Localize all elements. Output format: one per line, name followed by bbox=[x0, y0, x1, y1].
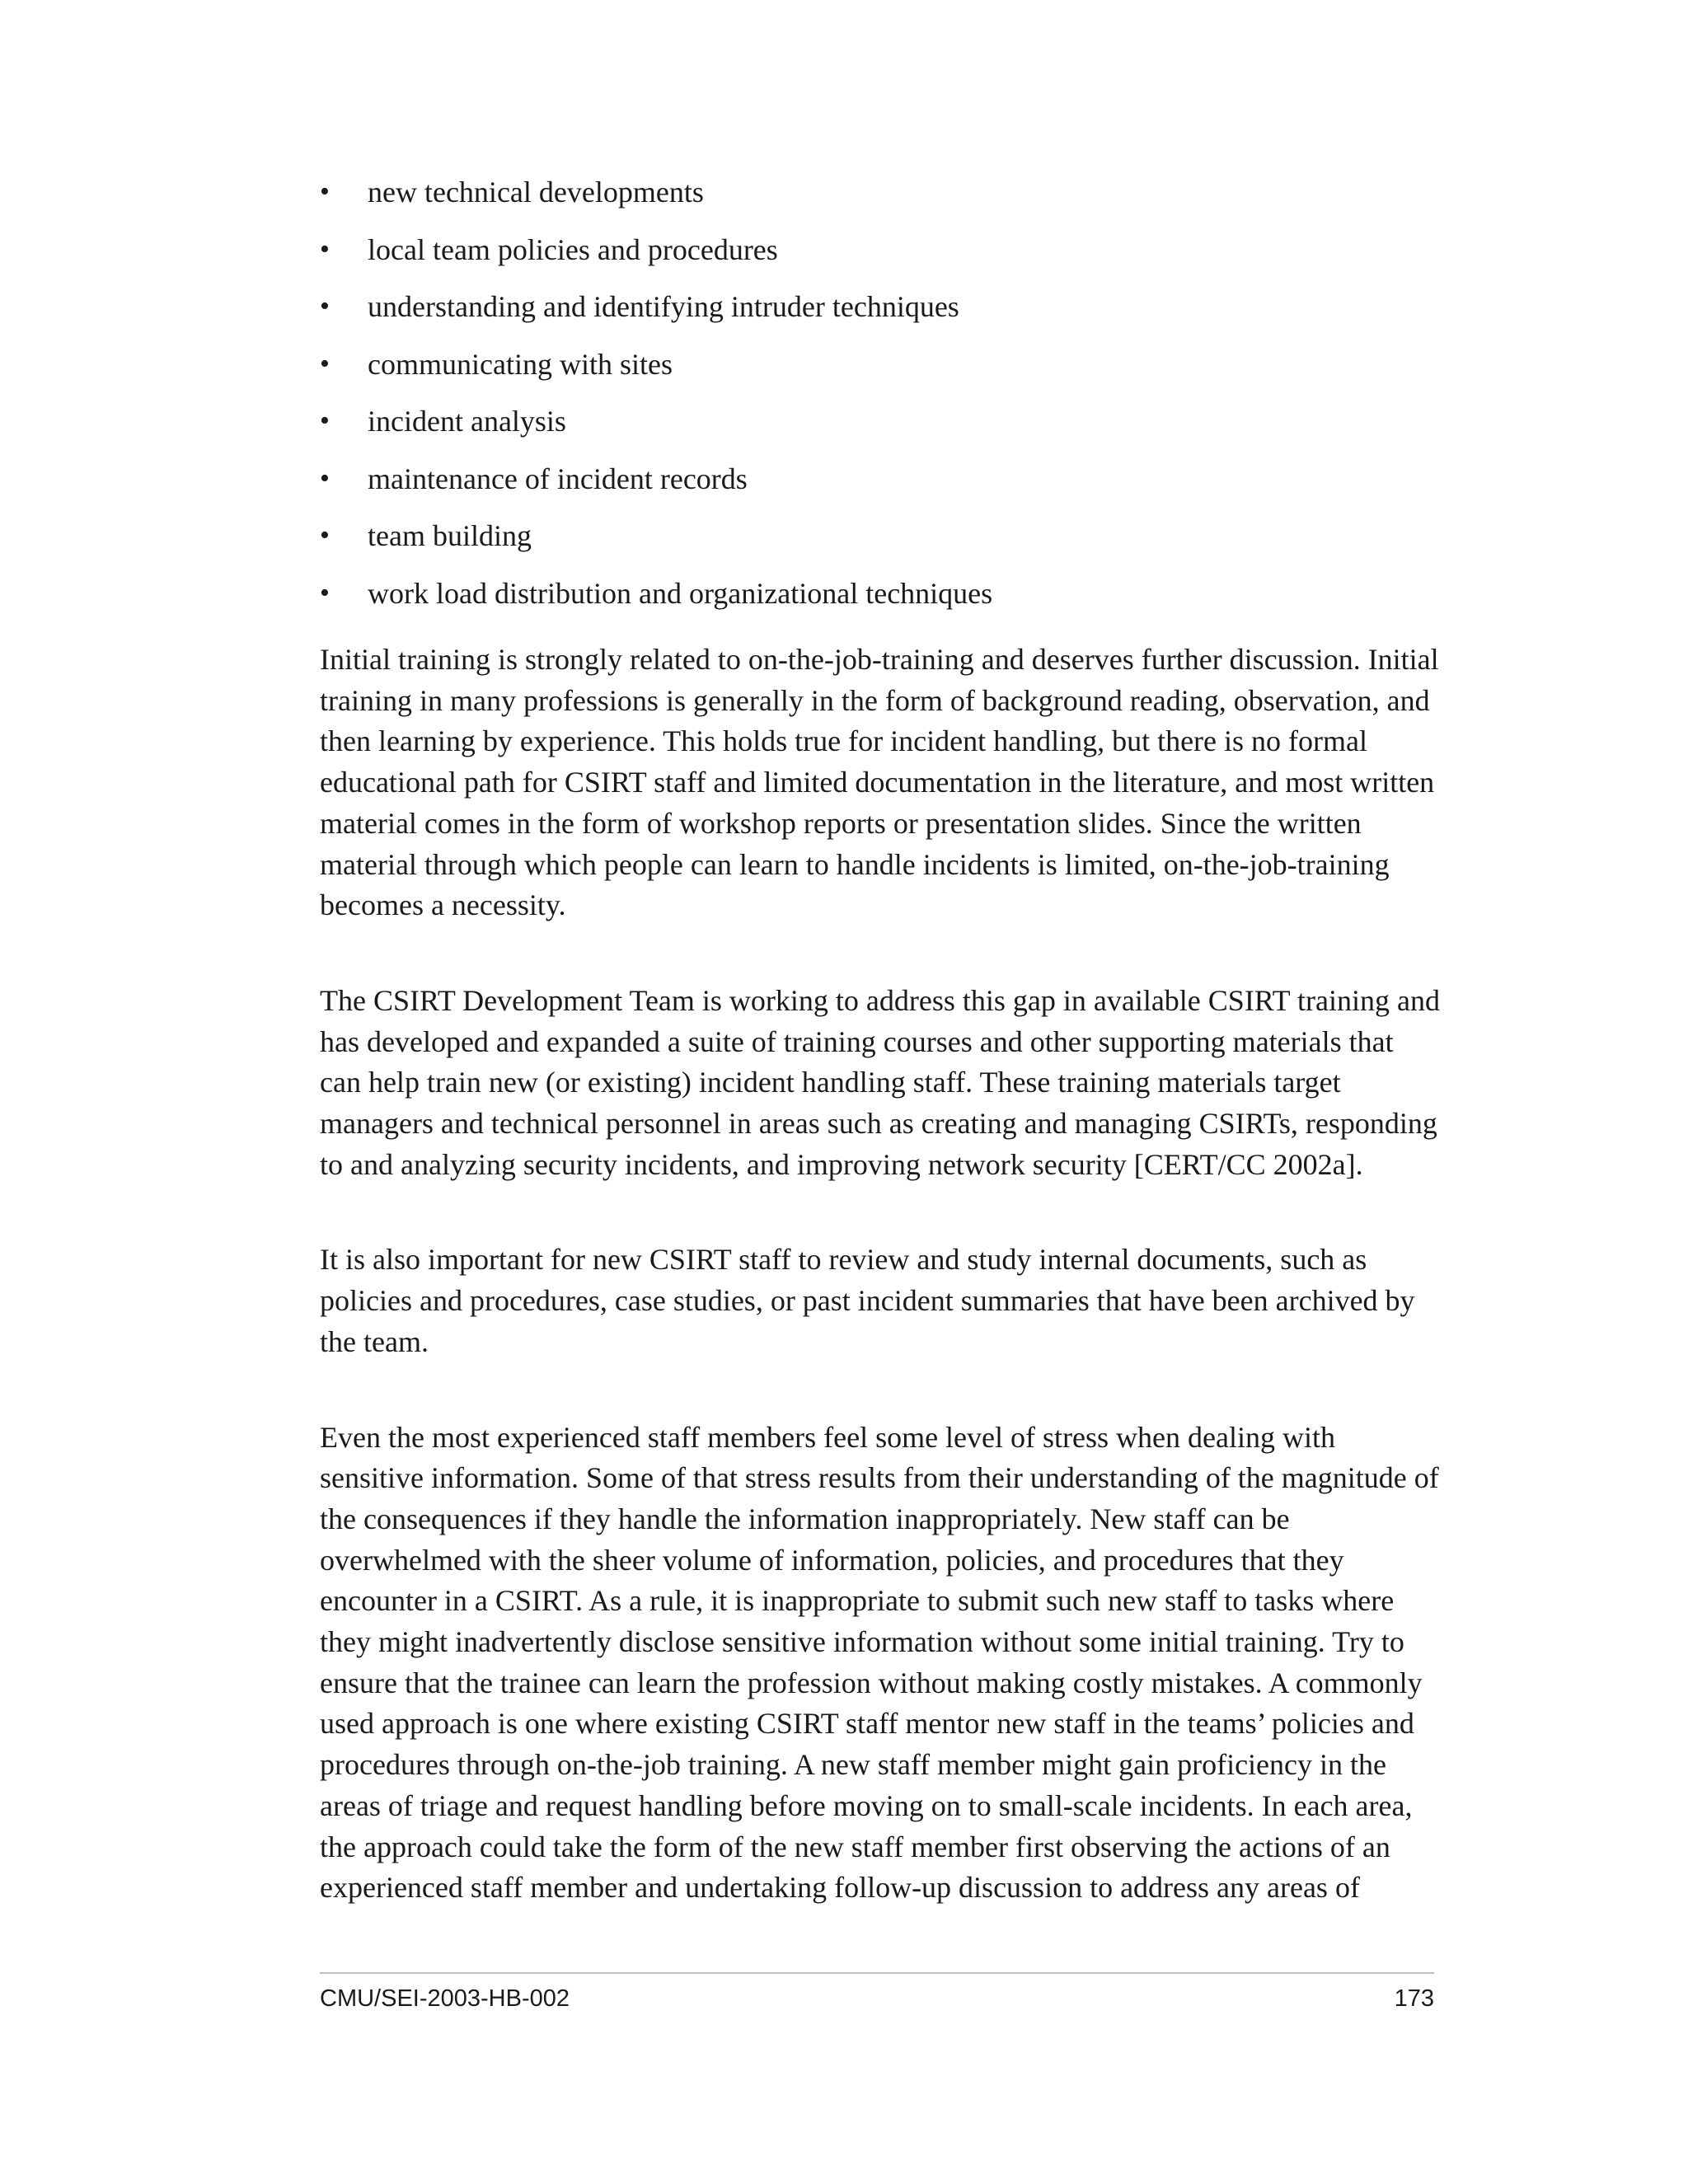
list-item bbox=[320, 345, 1441, 403]
bullet-icon: • bbox=[320, 291, 330, 321]
list-item bbox=[320, 288, 1441, 345]
bullet-icon: • bbox=[320, 233, 330, 265]
paragraph-initial-training: Initial training is strongly related to on-the-job-training and deserves further discussion. Initial training in many professions is generally in the form of background reading, observation, and then learning by experience. This holds true for incident handling, but there is no formal educational path for CSIRT staff and limited documentation in the literature, and most written material comes in the form of workshop reports or presentation slides. Since the written material through which people can learn to handle incidents is limited, on-the-job-training becomes a necessity. bbox=[320, 643, 1439, 922]
list-item bbox=[320, 231, 1441, 288]
page-footer bbox=[320, 1972, 1434, 2013]
list-item-text: communicating with sites bbox=[368, 347, 673, 381]
paragraph-development-team: The CSIRT Development Team is working to address this gap in available CSIRT training and has developed and expanded a suite of training courses and other supporting materials that can help train new (or existing) incident handling staff. These training materials target managers and technical personnel in areas such as creating and managing CSIRTs, responding to and analyzing security incidents, and improving network security [CERT/CC 2002a]. bbox=[320, 983, 1440, 1181]
page-number: 173 bbox=[1394, 1985, 1434, 2012]
list-item-text: work load distribution and organizational techniques bbox=[368, 576, 993, 610]
bullet-icon: • bbox=[320, 405, 330, 436]
list-item bbox=[320, 173, 1441, 231]
list-item-text: team building bbox=[368, 519, 532, 552]
topic-bullet-list bbox=[320, 173, 1441, 631]
bullet-icon: • bbox=[320, 348, 330, 379]
list-item-text: understanding and identifying intruder techniques bbox=[368, 290, 959, 323]
list-item bbox=[320, 460, 1441, 518]
bullet-icon: • bbox=[320, 176, 330, 207]
paragraph-internal-documents: It is also important for new CSIRT staff to review and study internal documents, such as policies and procedures, case studies, or past incident summaries that have been archived by the team. bbox=[320, 1243, 1415, 1358]
list-item-text: local team policies and procedures bbox=[368, 232, 778, 266]
list-item-text: incident analysis bbox=[368, 405, 566, 438]
paragraph-staff-stress: Even the most experienced staff members feel some level of stress when dealing with sensitive information. Some of that stress results from their understanding of the magnitude of the consequences if they handle the information inappropriately. New staff can be overwhelmed with the sheer volume of information, policies, and procedures that they encounter in a CSIRT. As a rule, it is inappropriate to submit such new staff to tasks where they might inadvertently disclose sensitive information without some initial training. Try to ensure that the trainee can learn the profession without making costly mistakes. A commonly used approach is one where existing CSIRT staff mentor new staff in the teams’ policies and procedures through on-the-job training. A new staff member might gain proficiency in the areas of triage and request handling before moving on to small-scale incidents. In each area, the approach could take the form of the new staff member first observing the actions of an experienced staff member and undertaking follow-up discussion to address any areas of bbox=[320, 1420, 1439, 1905]
list-item bbox=[320, 574, 1441, 632]
bullet-icon: • bbox=[320, 520, 330, 551]
document-id: CMU/SEI-2003-HB-002 bbox=[320, 1985, 570, 2012]
list-item-text: new technical developments bbox=[368, 176, 704, 209]
list-item bbox=[320, 517, 1441, 574]
list-item bbox=[320, 402, 1441, 460]
bullet-icon: • bbox=[320, 577, 330, 608]
bullet-icon: • bbox=[320, 462, 330, 494]
page-body bbox=[320, 173, 1441, 1909]
list-item-text: maintenance of incident records bbox=[368, 462, 748, 495]
